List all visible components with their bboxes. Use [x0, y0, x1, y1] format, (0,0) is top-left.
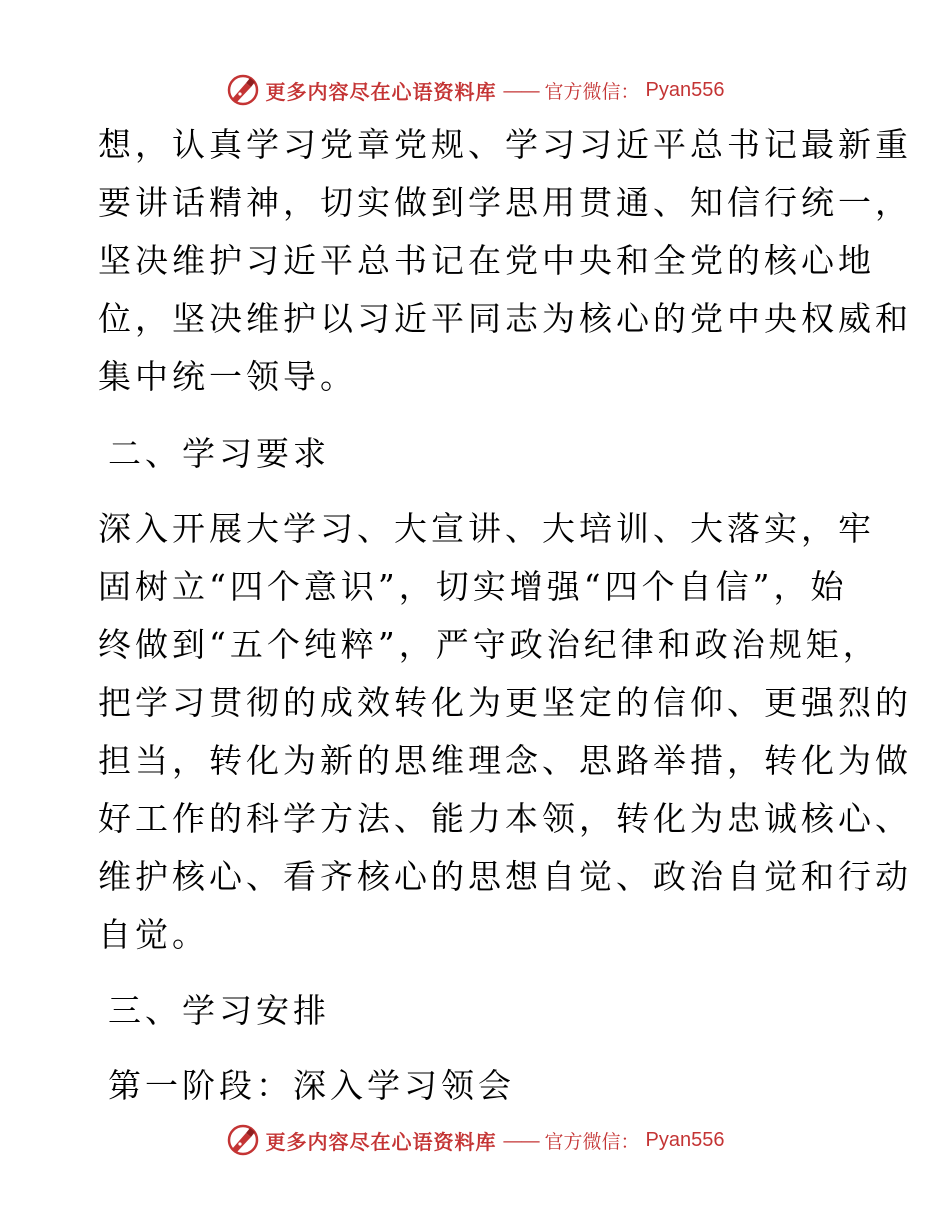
header-watermark [0, 68, 950, 112]
paragraph-line: 深入开展大学习、大宣讲、大培训、大落实，牢 [98, 509, 875, 548]
footer-watermark [0, 1118, 950, 1162]
stage-heading: 第一阶段：深入学习领会 [108, 1066, 515, 1105]
wechat-label: 官方微信： [544, 1130, 640, 1153]
paragraph-line: 担当，转化为新的思维理念、思路举措，转化为做 [98, 741, 912, 780]
separator-dash: —— [502, 78, 539, 102]
wechat-label: 官方微信： [544, 80, 640, 103]
paragraph-2 [98, 500, 912, 964]
separator-dash: —— [502, 1128, 539, 1152]
paragraph-line: 坚决维护习近平总书记在党中央和全党的核心地 [98, 241, 875, 280]
paragraph-line: 终做到“五个纯粹”，严守政治纪律和政治规矩， [98, 625, 880, 664]
section-heading-schedule: 三、学习安排 [108, 991, 330, 1030]
paragraph-line: 要讲话精神，切实做到学思用贯通、知信行统一， [98, 183, 912, 222]
pen-logo-icon [226, 1123, 260, 1157]
brand-text: 更多内容尽在心语资料库 [265, 1129, 497, 1154]
paragraph-line: 好工作的科学方法、能力本领，转化为忠诚核心、 [98, 799, 912, 838]
paragraph-line: 维护核心、看齐核心的思想自觉、政治自觉和行动 [98, 857, 912, 896]
paragraph-line: 自觉。 [98, 915, 209, 954]
brand-text: 更多内容尽在心语资料库 [265, 79, 497, 104]
paragraph-line: 集中统一领导。 [98, 357, 357, 396]
wechat-id: Pyan556 [645, 1128, 725, 1151]
paragraph-line: 把学习贯彻的成效转化为更坚定的信仰、更强烈的 [98, 683, 912, 722]
paragraph-line: 固树立“四个意识”，切实增强“四个自信”，始 [98, 567, 848, 606]
paragraph-1 [98, 116, 912, 406]
section-heading-requirements: 二、学习要求 [108, 434, 330, 473]
paragraph-line: 位，坚决维护以习近平同志为核心的党中央权威和 [98, 299, 912, 338]
pen-logo-icon [226, 73, 260, 107]
wechat-id: Pyan556 [645, 78, 725, 101]
paragraph-line: 想，认真学习党章党规、学习习近平总书记最新重 [98, 125, 912, 164]
